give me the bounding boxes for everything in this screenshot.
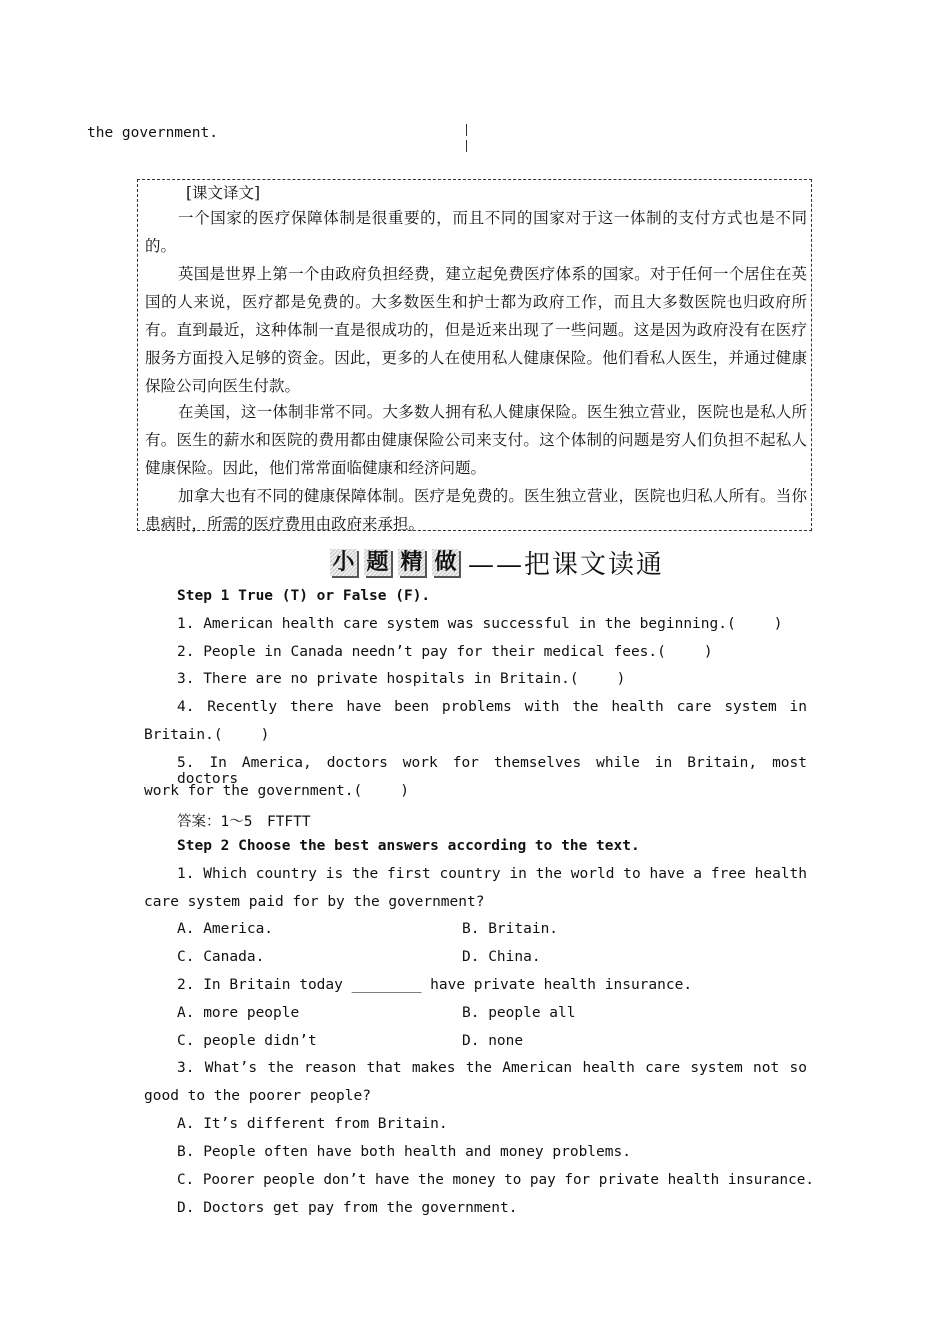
section-heading bbox=[330, 545, 664, 579]
heading-boxed-char: 题 bbox=[364, 549, 391, 576]
mc-question-cont: good to the poorer people? bbox=[144, 1088, 371, 1104]
translation-label: [课文译文] bbox=[186, 184, 261, 202]
step1-title: Step 1 True (T) or False (F). bbox=[177, 588, 431, 604]
mc-question: 2. In Britain today ________ have private health insurance. bbox=[177, 977, 693, 993]
mc-option: C. people didn’t bbox=[177, 1033, 317, 1049]
tf-question: 2. People in Canada needn’t pay for their medical fees.( ) bbox=[177, 644, 713, 660]
mc-question: 3. What’s the reason that makes the American health care system not so bbox=[177, 1060, 807, 1076]
mc-question: 1. Which country is the first country in the world to have a free health bbox=[177, 866, 807, 882]
heading-boxed-char: 精 bbox=[398, 549, 425, 576]
mc-option: D. Doctors get pay from the government. bbox=[177, 1200, 518, 1216]
tf-question: 5. In America, doctors work for themselves while in Britain, most doctors bbox=[177, 755, 807, 787]
translation-paragraph: 一个国家的医疗保障体制是很重要的，而且不同的国家对于这一体制的支付方式也是不同的。 bbox=[145, 209, 807, 255]
mc-option: B. People often have both health and money problems. bbox=[177, 1144, 631, 1160]
tf-question-cont: work for the government.( ) bbox=[144, 783, 409, 799]
heading-boxed-char: 小 bbox=[330, 549, 357, 576]
mc-question-cont: care system paid for by the government? bbox=[144, 894, 485, 910]
mc-option: A. more people bbox=[177, 1005, 300, 1021]
mc-option: D. none bbox=[462, 1033, 524, 1049]
tf-question: 4. Recently there have been problems with the health care system in bbox=[177, 699, 807, 715]
mc-option: D. China. bbox=[462, 949, 541, 965]
column-divider-mark bbox=[466, 140, 467, 152]
mc-option: B. people all bbox=[462, 1005, 576, 1021]
tf-question-cont: Britain.( ) bbox=[144, 727, 270, 743]
mc-option: B. Britain. bbox=[462, 921, 559, 937]
heading-text: ——把课文读通 bbox=[468, 549, 665, 580]
mc-option: C. Poorer people don’t have the money to pay for private health insurance. bbox=[177, 1172, 814, 1188]
translation-paragraph: 英国是世界上第一个由政府负担经费，建立起免费医疗体系的国家。对于任何一个居住在英国的人来说，医疗都是免费的。大多数医生和护士都为政府工作，而且大多数医院也归政府所有。直到最近，这种体制一直是很成功的，但是近来出现了一些问题。这是因为政府没有在医疗服务方面投入足够的资金。因此，更多的人在使用私人健康保险。他们看私人医生，并通过健康保险公司向医生付款。 bbox=[145, 265, 807, 395]
column-divider-mark bbox=[466, 124, 467, 136]
translation-paragraph: 在美国，这一体制非常不同。大多数人拥有私人健康保险。医生独立营业，医院也是私人所有。医生的薪水和医院的费用都由健康保险公司来支付。这个体制的问题是穷人们负担不起私人健康保险。因此，他们常常面临健康和经济问题。 bbox=[145, 403, 807, 477]
mc-option: C. Canada. bbox=[177, 949, 265, 965]
step1-answer: 答案：1～5 FTFTT bbox=[177, 814, 311, 830]
translation-paragraph: 加拿大也有不同的健康保障体制。医疗是免费的。医生独立营业，医院也归私人所有。当你患病时，所需的医疗费用由政府来承担。 bbox=[145, 487, 807, 533]
heading-boxed-char: 做 bbox=[432, 549, 459, 576]
step2-title: Step 2 Choose the best answers according to the text. bbox=[177, 838, 640, 854]
tf-question: 1. American health care system was successful in the beginning.( ) bbox=[177, 616, 783, 632]
top-fragment: the government. bbox=[87, 125, 218, 141]
tf-question: 3. There are no private hospitals in Britain.( ) bbox=[177, 671, 626, 687]
mc-option: A. It’s different from Britain. bbox=[177, 1116, 448, 1132]
mc-option: A. America. bbox=[177, 921, 274, 937]
